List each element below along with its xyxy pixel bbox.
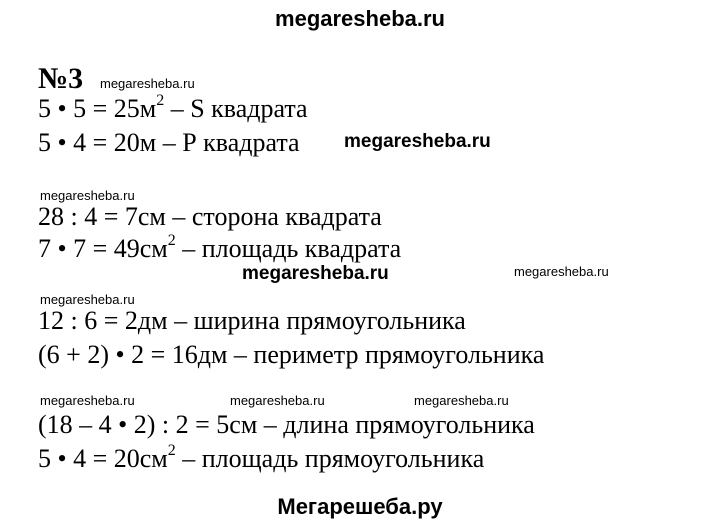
- solution-line-7: [38, 410, 535, 440]
- line-text: (18 – 4 • 2) : 2 = 5см – длина прямоугольника: [38, 410, 535, 439]
- watermark-small: megaresheba.ru: [40, 393, 135, 408]
- line-text: 28 : 4 = 7см – сторона квадрата: [38, 202, 382, 231]
- header-watermark: megaresheba.ru: [275, 6, 445, 31]
- solution-line-1: [38, 94, 308, 124]
- solution-line-5: [38, 306, 466, 336]
- watermark-big: megaresheba.ru: [344, 131, 491, 152]
- line-superscript: 2: [167, 442, 176, 460]
- watermark-small: megaresheba.ru: [514, 264, 609, 279]
- solution-line-4: [38, 234, 401, 264]
- solution-line-2: [38, 128, 300, 158]
- watermark-small: megaresheba.ru: [230, 393, 325, 408]
- footer-watermark: Мегарешеба.ру: [277, 494, 443, 519]
- line-text: 12 : 6 = 2дм – ширина прямоугольника: [38, 306, 466, 335]
- line-text: – S квадрата: [164, 94, 308, 123]
- line-text: 5 • 4 = 20см: [38, 444, 168, 473]
- solution-line-3: [38, 202, 382, 232]
- solution-line-8: [38, 444, 484, 474]
- line-text: (6 + 2) • 2 = 16дм – периметр прямоугольника: [38, 340, 545, 369]
- line-text: – площадь квадрата: [175, 234, 402, 263]
- line-text: 7 • 7 = 49см: [38, 234, 168, 263]
- line-text: 5 • 4 = 20м – Р квадрата: [38, 128, 300, 157]
- line-superscript: 2: [156, 92, 165, 110]
- solution-line-6: [38, 340, 544, 370]
- line-text: – площадь прямоугольника: [175, 444, 485, 473]
- watermark-small: megaresheba.ru: [414, 393, 509, 408]
- task-number: №3: [38, 62, 84, 95]
- watermark-small: megaresheba.ru: [40, 188, 135, 203]
- watermark-big: megaresheba.ru: [242, 263, 389, 284]
- line-text: 5 • 5 = 25м: [38, 94, 157, 123]
- watermark-small: megaresheba.ru: [40, 292, 135, 307]
- watermark-small: megaresheba.ru: [100, 76, 195, 91]
- line-superscript: 2: [167, 232, 176, 250]
